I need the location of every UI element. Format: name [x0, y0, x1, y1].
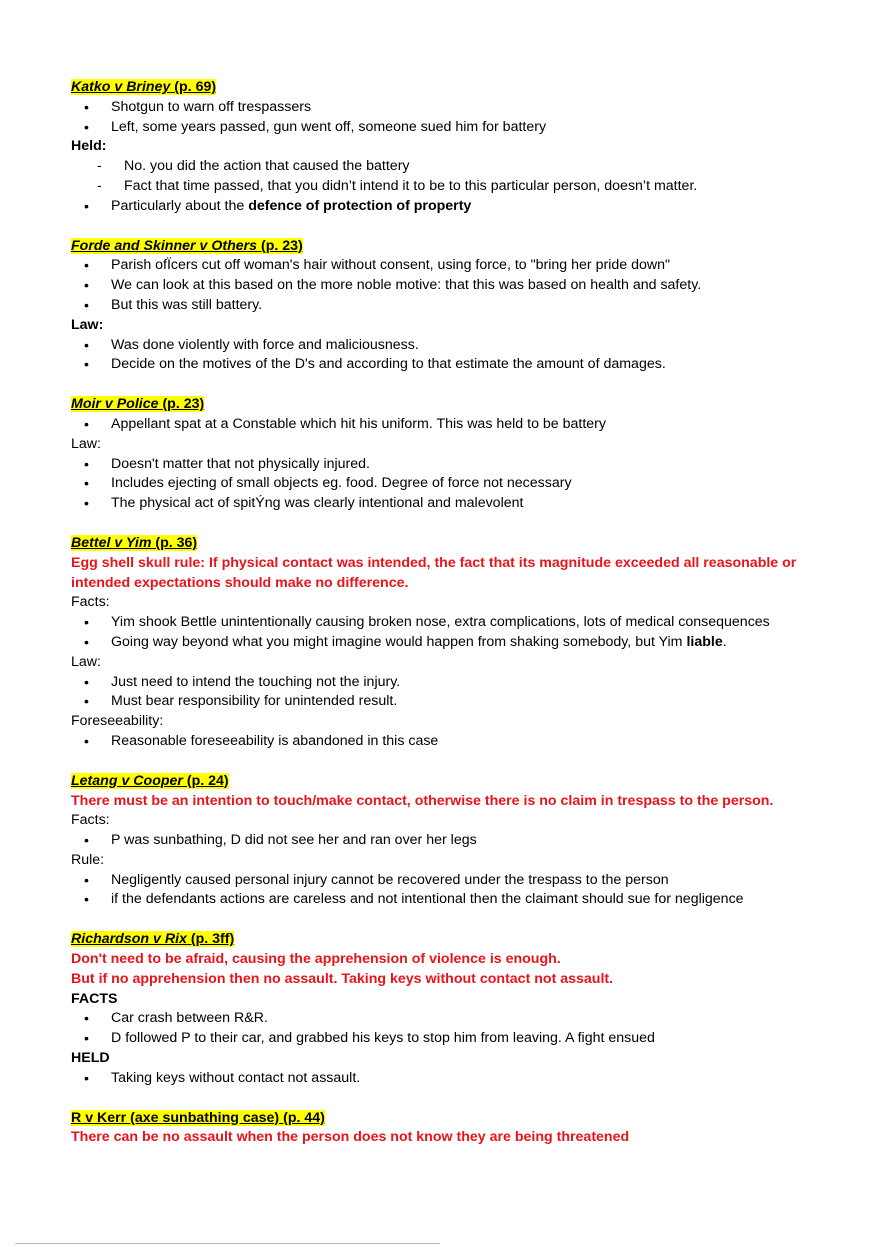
- case-rule: Don't need to be afraid, causing the apprehension of violence is enough.: [71, 951, 561, 968]
- list-item: • Parish ofÏcers cut off woman's hair without consent, using force, to "bring her pride down": [84, 257, 671, 274]
- section-label-law: Law:: [71, 653, 101, 670]
- case-rule: There can be no assault when the person does not know they are being threatened: [71, 1129, 630, 1146]
- footer-divider: [15, 1243, 440, 1244]
- section-label-facts: Facts:: [71, 812, 110, 829]
- list-item: • Decide on the motives of the D's and according to that estimate the amount of damages.: [84, 356, 666, 373]
- list-item: • Particularly about the defence of protection of property: [84, 197, 472, 214]
- list-item: • Includes ejecting of small objects eg. food. Degree of force not necessary: [84, 475, 572, 492]
- case-rule: There must be an intention to touch/make contact, otherwise there is no claim in trespass to the person.: [71, 792, 774, 809]
- list-item: • The physical act of spitÝng was clearly intentional and malevolent: [84, 495, 524, 512]
- list-item: • But this was still battery.: [84, 296, 263, 313]
- case-title-bettel: Bettel v Yim (p. 36): [71, 534, 198, 551]
- section-label-held: HELD: [71, 1050, 110, 1067]
- section-label-held: Held:: [71, 138, 107, 155]
- list-item: • Shotgun to warn off trespassers: [84, 98, 312, 115]
- list-item: • We can look at this based on the more noble motive: that this was based on health and safety.: [84, 277, 702, 294]
- case-rule: Egg shell skull rule: If physical contact was intended, the fact that its magnitude exceeded all reasonable or intended expectations should make no difference.: [71, 554, 797, 591]
- section-label-rule: Rule:: [71, 851, 105, 868]
- case-title-richardson: Richardson v Rix (p. 3ff): [71, 931, 235, 948]
- list-item: • Taking keys without contact not assault.: [84, 1069, 361, 1086]
- list-item: • P was sunbathing, D did not see her and ran over her legs: [84, 832, 477, 849]
- list-item: • Just need to intend the touching not the injury.: [84, 673, 401, 690]
- section-label-law: Law:: [71, 435, 101, 452]
- list-item: • Yim shook Bettle unintentionally causing broken nose, extra complications, lots of medical consequences: [84, 614, 770, 631]
- list-item: • Going way beyond what you might imagine would happen from shaking somebody, but Yim liable.: [84, 633, 727, 650]
- list-item: • Car crash between R&R.: [84, 1010, 268, 1027]
- list-item: • if the defendants actions are careless and not intentional then the claimant should sue for negligence: [84, 891, 744, 908]
- case-rule: But if no apprehension then no assault. Taking keys without contact not assault.: [71, 970, 614, 987]
- list-item: • Must bear responsibility for unintended result.: [84, 693, 398, 710]
- case-title-katko: Katko v Briney (p. 69): [71, 79, 217, 95]
- section-label-law: Law:: [71, 316, 104, 333]
- case-title-moir: Moir v Police (p. 23): [71, 396, 205, 413]
- list-item: • Left, some years passed, gun went off, someone sued him for battery: [84, 118, 547, 135]
- case-title-kerr: R v Kerr (axe sunbathing case) (p. 44): [71, 1109, 325, 1126]
- list-item: - No. you did the action that caused the battery: [97, 158, 410, 175]
- list-item: • D followed P to their car, and grabbed his keys to stop him from leaving. A fight ensued: [84, 1030, 655, 1047]
- list-item: - Fact that time passed, that you didn’t intend it to be to this particular person, doesn’t matter.: [97, 177, 698, 194]
- section-label-facts: Facts:: [71, 594, 110, 611]
- list-item: • Appellant spat at a Constable which hit his uniform. This was held to be battery: [84, 415, 606, 432]
- notes-content: [71, 78, 831, 1148]
- list-item: • Was done violently with force and maliciousness.: [84, 336, 419, 353]
- list-item: • Reasonable foreseeability is abandoned in this case: [84, 732, 439, 749]
- case-title-letang: Letang v Cooper (p. 24): [71, 772, 229, 789]
- section-label-foreseeability: Foreseeability:: [71, 713, 164, 730]
- section-label-facts: FACTS: [71, 990, 118, 1007]
- list-item: • Doesn't matter that not physically injured.: [84, 455, 370, 472]
- list-item: • Negligently caused personal injury cannot be recovered under the trespass to the person: [84, 871, 669, 888]
- case-title-forde: Forde and Skinner v Others (p. 23): [71, 237, 303, 254]
